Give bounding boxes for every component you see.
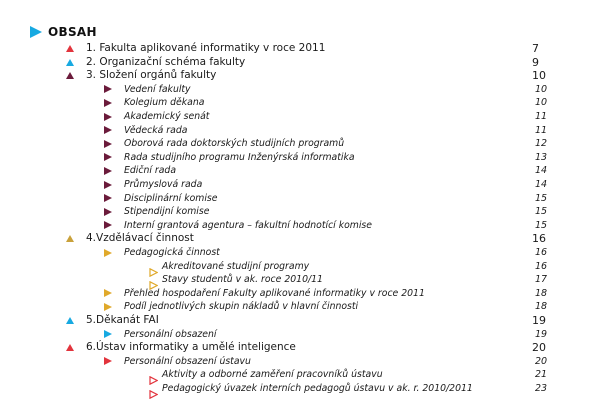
triangle-right-icon (104, 289, 112, 297)
toc-entry-label: Vědecká rada (124, 124, 188, 136)
toc-entry-page: 20 (535, 355, 548, 367)
toc-entry-label: Vedení fakulty (124, 83, 191, 95)
toc-entry-label: Pedagogická činnost (124, 247, 220, 258)
triangle-up-icon (66, 45, 74, 52)
toc-entry[interactable] (0, 260, 606, 273)
toc-entry-label: Akademický senát (124, 111, 210, 122)
triangle-up-icon (66, 344, 74, 351)
triangle-right-icon (104, 357, 112, 365)
toc-entry-label: 2. Organizační schéma fakulty (86, 55, 246, 68)
toc-entry-page: 14 (535, 179, 548, 190)
triangle-outline-icon (149, 370, 158, 379)
toc-entry-page: 15 (535, 206, 548, 218)
toc-entry-page: 19 (532, 314, 546, 327)
toc-entry[interactable] (0, 83, 606, 96)
toc-entry-label: Akreditované studijní programy (162, 260, 310, 272)
toc-entry-page: 14 (535, 165, 548, 177)
toc-entry[interactable] (0, 137, 606, 150)
toc-entry[interactable] (0, 124, 606, 137)
toc-entry-page: 18 (535, 287, 548, 299)
triangle-right-icon (104, 221, 112, 229)
triangle-right-icon (104, 181, 112, 189)
toc-entry-label: Stavy studentů v ak. roce 2010/11 (162, 274, 323, 286)
toc-entry[interactable] (0, 246, 606, 259)
toc-entry-label: Přehled hospodaření Fakulty aplikované informatiky v roce 2011 (124, 287, 425, 299)
toc-entry[interactable] (0, 192, 606, 205)
toc-entry-label: 5.Děkanát FAI (86, 314, 159, 326)
toc-entry-page: 10 (535, 97, 548, 109)
toc-entry[interactable] (0, 205, 606, 218)
toc-entry-page: 10 (532, 69, 546, 83)
toc-entry-page: 20 (532, 341, 546, 355)
toc-entry-page: 16 (535, 247, 548, 258)
toc-entry-page: 12 (535, 138, 548, 150)
triangle-outline-icon (149, 384, 158, 393)
toc-entry-page: 13 (535, 151, 548, 163)
toc-entry[interactable] (0, 42, 606, 55)
triangle-right-icon (104, 126, 112, 134)
triangle-right-icon (104, 194, 112, 202)
toc-entry-label: Pedagogický úvazek interních pedagogů ústavu v ak. r. 2010/2011 (162, 383, 473, 394)
toc-entry[interactable] (0, 151, 606, 164)
toc-entry-page: 21 (535, 369, 548, 381)
triangle-right-icon (104, 113, 112, 121)
toc-entry-label: 6.Ústav informatiky a umělé inteligence (86, 341, 296, 354)
toc-entry-page: 9 (532, 55, 539, 69)
triangle-up-icon (66, 317, 74, 324)
triangle-up-icon (66, 72, 74, 79)
toc-entry[interactable] (0, 96, 606, 109)
toc-entry[interactable] (0, 341, 606, 354)
toc-entry[interactable] (0, 69, 606, 82)
toc-entry[interactable] (0, 164, 606, 177)
triangle-right-icon (30, 26, 42, 38)
toc-entry-page: 11 (535, 111, 548, 122)
toc-entry[interactable] (0, 178, 606, 191)
toc-entry-label: Průmyslová rada (124, 179, 203, 190)
toc-entry-label: Disciplinární komise (124, 192, 218, 204)
toc-entry-page: 11 (535, 124, 548, 136)
triangle-right-icon (104, 99, 112, 107)
toc-entry[interactable] (0, 232, 606, 245)
triangle-right-icon (104, 330, 112, 338)
toc-entry-label: 3. Složení orgánů fakulty (86, 69, 217, 82)
toc-entry-page: 23 (535, 383, 548, 394)
toc-entry[interactable] (0, 314, 606, 327)
triangle-outline-icon (149, 262, 158, 271)
triangle-right-icon (104, 249, 112, 257)
toc-entry-page: 15 (535, 219, 548, 231)
toc-entry[interactable] (0, 56, 606, 69)
toc-entry-label: Podíl jednotlivých skupin nákladů v hlavní činnosti (124, 301, 359, 313)
toc-entry[interactable] (0, 287, 606, 300)
triangle-right-icon (104, 167, 112, 175)
toc-entry[interactable] (0, 110, 606, 123)
toc-entry-page: 17 (535, 274, 548, 286)
toc-entry[interactable] (0, 300, 606, 313)
toc-entry-label: Ediční rada (124, 165, 177, 177)
triangle-up-icon (66, 235, 74, 242)
triangle-right-icon (104, 153, 112, 161)
triangle-up-icon (66, 59, 74, 66)
triangle-right-icon (104, 303, 112, 311)
toc-entry-page: 18 (535, 301, 548, 313)
toc-entry-page: 19 (535, 328, 548, 340)
toc-title: OBSAH (48, 25, 97, 39)
toc-entry[interactable] (0, 382, 606, 395)
triangle-outline-icon (149, 275, 158, 284)
toc-heading (30, 25, 97, 39)
triangle-right-icon (104, 208, 112, 216)
toc-entry-page: 16 (535, 260, 548, 272)
toc-entry-page: 7 (532, 42, 539, 55)
toc-entry[interactable] (0, 355, 606, 368)
toc-entry[interactable] (0, 328, 606, 341)
toc-entry[interactable] (0, 368, 606, 381)
toc-entry-label: 1. Fakulta aplikované informatiky v roce 2011 (86, 42, 326, 54)
toc-entry-label: Rada studijního programu Inženýrská informatika (124, 151, 355, 163)
triangle-right-icon (104, 85, 112, 93)
toc-entry-label: Oborová rada doktorských studijních programů (124, 138, 345, 150)
toc-entry-label: Kolegium děkana (124, 97, 205, 109)
toc-entry[interactable] (0, 219, 606, 232)
toc-entry[interactable] (0, 273, 606, 286)
toc-entry-page: 16 (532, 232, 546, 246)
toc-entry-label: Stipendijní komise (124, 206, 210, 218)
triangle-right-icon (104, 140, 112, 148)
toc-entry-label: Personální obsazení ústavu (124, 355, 251, 367)
toc-entry-label: Personální obsazení (124, 328, 217, 340)
toc-entry-label: 4.Vzdělávací činnost (86, 232, 194, 245)
toc-entry-label: Interní grantová agentura – fakultní hodnotící komise (124, 219, 372, 231)
toc-entry-page: 10 (535, 83, 548, 95)
toc-entry-label: Aktivity a odborné zaměření pracovníků ústavu (162, 369, 383, 381)
toc-entry-page: 15 (535, 192, 548, 204)
